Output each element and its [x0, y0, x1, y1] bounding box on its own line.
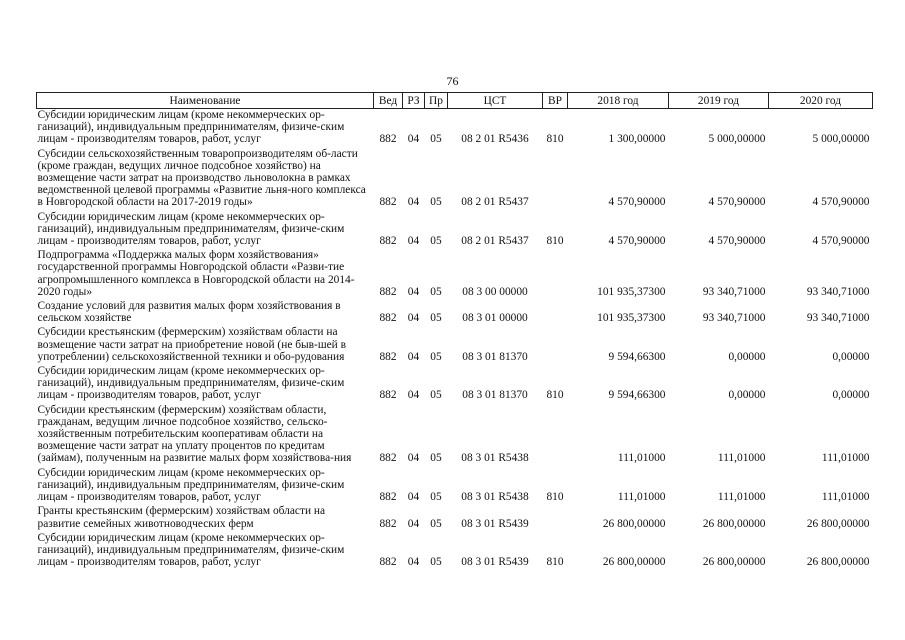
row-rz: 04 — [407, 285, 420, 298]
col-header-ved: Вед — [374, 93, 403, 109]
row-cst: 08 3 01 81370 — [462, 350, 528, 363]
table-row — [37, 109, 873, 148]
row-name: Создание условий для развития малых форм хозяйствования в сельском хозяйстве — [37, 300, 341, 325]
col-header-2018: 2018 год — [568, 93, 669, 109]
row-vr: 810 — [546, 556, 564, 569]
row-value-2020: 93 340,71000 — [806, 312, 870, 325]
row-ved: 882 — [379, 556, 397, 569]
row-pr: 05 — [430, 556, 442, 569]
row-name: Субсидии крестьянским (фермерским) хозяйствам области на возмещение части затрат на приобретение новой (не быв-шей в употреблении) сельскохозяйственной техники и обо-рудования — [37, 326, 346, 363]
row-rz: 04 — [407, 491, 420, 504]
row-cst: 08 3 01 00000 — [462, 312, 528, 325]
row-value-2020: 0,00000 — [832, 350, 870, 363]
row-ved: 882 — [379, 452, 397, 465]
row-vr — [543, 148, 568, 211]
row-value-2020: 26 800,00000 — [806, 517, 870, 530]
row-value-2019: 93 340,71000 — [702, 312, 766, 325]
row-value-2019: 111,01000 — [717, 452, 766, 465]
table-row — [37, 326, 873, 365]
row-ved: 882 — [379, 491, 397, 504]
row-vr — [543, 249, 568, 300]
row-value-2019: 0,00000 — [728, 389, 766, 402]
row-value-2018: 1 300,00000 — [608, 133, 666, 146]
col-header-vr: ВР — [543, 93, 568, 109]
row-cst: 08 2 01 R5437 — [461, 196, 529, 209]
row-value-2019: 5 000,00000 — [708, 133, 766, 146]
row-pr: 05 — [430, 350, 442, 363]
row-value-2020: 26 800,00000 — [806, 556, 870, 569]
row-value-2019: 26 800,00000 — [702, 517, 766, 530]
row-pr: 05 — [430, 517, 442, 530]
row-cst: 08 3 01 R5438 — [461, 491, 529, 504]
row-rz: 04 — [407, 350, 420, 363]
col-header-2019: 2019 год — [669, 93, 769, 109]
table-row — [37, 249, 873, 300]
row-value-2020: 111,01000 — [821, 491, 870, 504]
row-value-2019: 93 340,71000 — [702, 285, 766, 298]
col-header-cst: ЦСТ — [448, 93, 543, 109]
row-value-2020: 93 340,71000 — [806, 285, 870, 298]
row-rz: 04 — [407, 235, 420, 248]
row-value-2020: 0,00000 — [832, 389, 870, 402]
row-cst: 08 3 01 R5439 — [461, 517, 529, 530]
table-row — [37, 467, 873, 506]
row-pr: 05 — [430, 389, 442, 402]
row-rz: 04 — [407, 556, 420, 569]
row-ved: 882 — [379, 517, 397, 530]
row-cst: 08 3 01 81370 — [462, 389, 528, 402]
row-value-2018: 26 800,00000 — [602, 556, 666, 569]
row-value-2020: 4 570,90000 — [812, 235, 870, 248]
row-ved: 882 — [379, 196, 397, 209]
row-name: Субсидии юридическим лицам (кроме некоммерческих ор-ганизаций), индивидуальным предпринимателям, физиче-ским лицам - производителям товаров, работ, услуг — [37, 210, 345, 248]
col-header-rz: РЗ — [403, 93, 425, 109]
row-name: Подпрограмма «Поддержка малых форм хозяйствования» государственной программы Новгородской области «Разви-тие агропромышленного комплекса в Новгородской области на 2014-2020 годы» — [37, 249, 355, 298]
row-pr: 05 — [430, 196, 442, 209]
row-vr: 810 — [546, 491, 564, 504]
row-cst: 08 2 01 R5437 — [461, 235, 529, 248]
row-ved: 882 — [379, 350, 397, 363]
row-value-2018: 101 935,37300 — [597, 285, 666, 298]
row-name: Субсидии юридическим лицам (кроме некоммерческих ор-ганизаций), индивидуальным предпринимателям, физиче-ским лицам - производителям товаров, работ, услуг — [37, 109, 345, 146]
row-value-2020: 111,01000 — [821, 452, 870, 465]
row-value-2019: 0,00000 — [728, 350, 766, 363]
table-row — [37, 211, 873, 250]
row-ved: 882 — [379, 133, 397, 146]
row-cst: 08 3 01 R5439 — [461, 556, 529, 569]
table-row — [37, 300, 873, 326]
row-vr: 810 — [546, 133, 564, 146]
row-ved: 882 — [379, 389, 397, 402]
row-vr — [543, 404, 568, 467]
table-header — [37, 93, 873, 109]
row-pr: 05 — [430, 285, 442, 298]
row-name: Субсидии юридическим лицам (кроме некоммерческих ор-ганизаций), индивидуальным предпринимателям, физиче-ским лицам - производителям товаров, работ, услуг — [37, 365, 345, 402]
row-pr: 05 — [430, 312, 442, 325]
row-vr — [543, 300, 568, 326]
header-row — [37, 93, 873, 109]
table-row — [37, 365, 873, 404]
budget-table — [36, 92, 873, 570]
row-value-2018: 9 594,66300 — [608, 350, 666, 363]
row-ved: 882 — [379, 312, 397, 325]
row-rz: 04 — [407, 196, 420, 209]
row-pr: 05 — [430, 491, 442, 504]
row-name: Субсидии крестьянским (фермерским) хозяйствам области, гражданам, ведущим личное подсобное хозяйство, сельско-хозяйственным потребительским кооперативам области на возмещение части затрат на уплату процентов по кредитам (займам), полученным на развитие малых форм хозяйствова-ния — [37, 403, 352, 465]
row-rz: 04 — [407, 133, 420, 146]
row-rz: 04 — [407, 389, 420, 402]
row-ved: 882 — [379, 285, 397, 298]
row-name: Гранты крестьянским (фермерским) хозяйствам области на развитие семейных животноводческих ферм — [37, 505, 326, 530]
row-vr — [543, 505, 568, 531]
row-rz: 04 — [407, 312, 420, 325]
row-value-2018: 111,01000 — [617, 452, 666, 465]
table-row — [37, 404, 873, 467]
row-value-2018: 101 935,37300 — [597, 312, 666, 325]
page-number: 76 — [446, 74, 459, 88]
table-body — [37, 109, 873, 571]
row-value-2019: 111,01000 — [717, 491, 766, 504]
row-value-2018: 26 800,00000 — [602, 517, 666, 530]
row-cst: 08 2 01 R5436 — [461, 133, 529, 146]
col-header-2020: 2020 год — [769, 93, 873, 109]
table-row — [37, 532, 873, 571]
row-vr — [543, 326, 568, 365]
row-vr: 810 — [546, 389, 564, 402]
row-value-2018: 9 594,66300 — [608, 389, 666, 402]
row-value-2019: 4 570,90000 — [708, 235, 766, 248]
row-name: Субсидии юридическим лицам (кроме некоммерческих ор-ганизаций), индивидуальным предпринимателям, физиче-ским лицам - производителям товаров, работ, услуг — [37, 466, 345, 504]
col-header-name: Наименование — [37, 93, 374, 109]
row-rz: 04 — [407, 517, 420, 530]
row-rz: 04 — [407, 452, 420, 465]
row-value-2018: 4 570,90000 — [608, 235, 666, 248]
row-name: Субсидии юридическим лицам (кроме некоммерческих ор-ганизаций), индивидуальным предпринимателям, физиче-ским лицам - производителям товаров, работ, услуг — [37, 531, 345, 569]
row-value-2020: 4 570,90000 — [812, 196, 870, 209]
row-ved: 882 — [379, 235, 397, 248]
row-cst: 08 3 01 R5438 — [461, 452, 529, 465]
row-cst: 08 3 00 00000 — [462, 285, 528, 298]
row-value-2018: 4 570,90000 — [608, 196, 666, 209]
row-value-2018: 111,01000 — [617, 491, 666, 504]
row-pr: 05 — [430, 235, 442, 248]
row-name: Субсидии сельскохозяйственным товаропроизводителям об-ласти (кроме граждан, ведущих личное подсобное хозяйство) на возмещение части затрат на производство льноволокна в рамках ведомственной целевой программы «Развитие льня-ного комплекса в Новгородской области на 2017-2019 годы» — [37, 147, 366, 209]
table-row — [37, 505, 873, 531]
row-value-2019: 4 570,90000 — [708, 196, 766, 209]
row-vr: 810 — [546, 235, 564, 248]
table-row — [37, 148, 873, 211]
row-value-2020: 5 000,00000 — [812, 133, 870, 146]
row-pr: 05 — [430, 452, 442, 465]
col-header-pr: Пр — [425, 93, 448, 109]
row-pr: 05 — [430, 133, 442, 146]
row-value-2019: 26 800,00000 — [702, 556, 766, 569]
